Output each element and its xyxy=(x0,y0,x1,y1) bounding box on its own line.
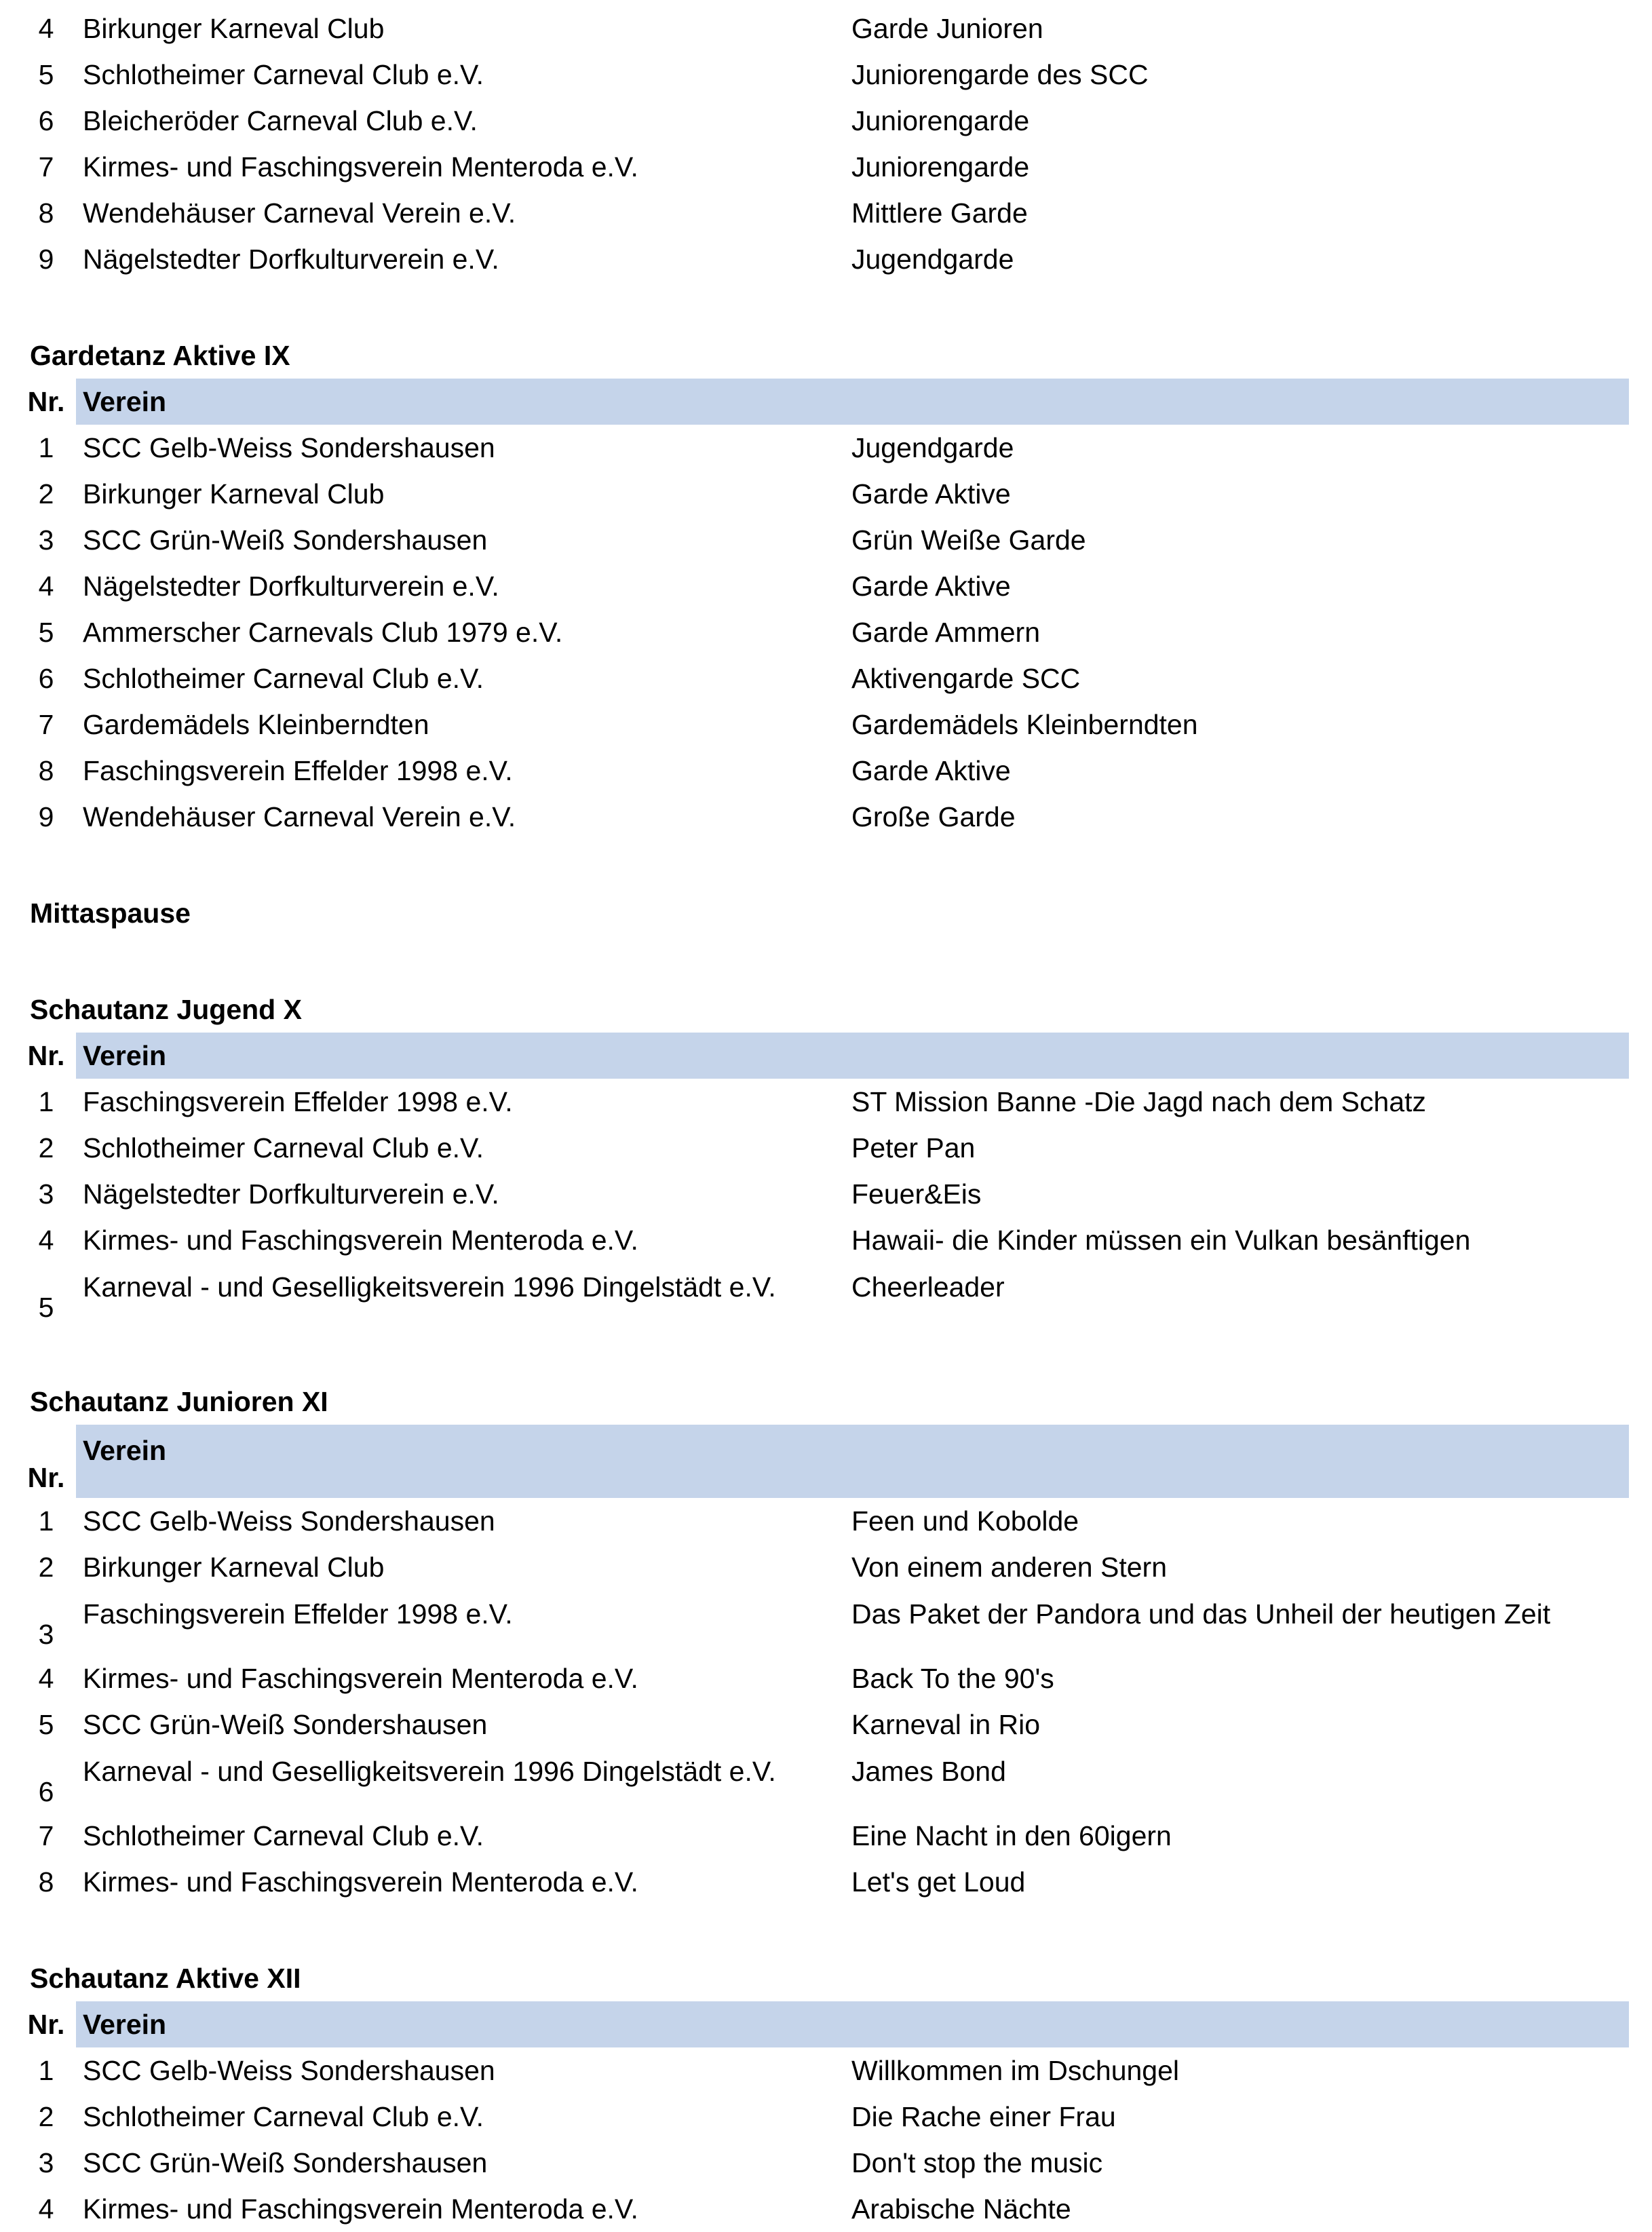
table-row xyxy=(23,1701,1629,1748)
row-number: 2 xyxy=(38,1552,54,1583)
row-verein: Nägelstedter Dorfkulturverein e.V. xyxy=(83,1178,499,1210)
row-titel: Mittlere Garde xyxy=(851,197,1028,229)
column-header-titel xyxy=(845,2001,1629,2047)
spacer-cell xyxy=(23,1905,1629,1931)
row-verein: Birkunger Karneval Club xyxy=(83,1552,385,1583)
row-verein: SCC Gelb-Weiss Sondershausen xyxy=(83,2055,495,2086)
row-verein: SCC Grün-Weiß Sondershausen xyxy=(83,524,488,556)
table-header-row xyxy=(23,2001,1629,2047)
row-verein: Kirmes- und Faschingsverein Menteroda e.V. xyxy=(83,2193,638,2225)
table-header-row xyxy=(23,1425,1629,1498)
row-titel: Hawaii- die Kinder müssen ein Vulkan besänftigen xyxy=(851,1225,1471,1256)
column-header-verein: Verein xyxy=(76,1425,845,1498)
table-row xyxy=(23,236,1629,282)
row-titel: Don't stop the music xyxy=(851,2147,1103,2178)
row-number: 3 xyxy=(38,524,54,556)
table-row xyxy=(23,1498,1629,1544)
row-verein: Birkunger Karneval Club xyxy=(83,13,385,44)
row-titel: Garde Junioren xyxy=(851,13,1043,44)
table-row xyxy=(23,1655,1629,1701)
section-title: Schautanz Aktive XII xyxy=(30,1963,301,1994)
row-number: 7 xyxy=(38,709,54,740)
row-verein: Kirmes- und Faschingsverein Menteroda e.V. xyxy=(83,151,638,182)
row-titel: Peter Pan xyxy=(851,1132,976,1163)
spacer-cell xyxy=(23,1328,1629,1354)
row-number: 5 xyxy=(38,1709,54,1740)
row-number: 8 xyxy=(38,1866,54,1898)
row-titel: Let's get Loud xyxy=(851,1866,1026,1898)
spacer-cell xyxy=(23,282,1629,308)
row-number: 5 xyxy=(38,617,54,648)
row-verein: SCC Gelb-Weiss Sondershausen xyxy=(83,432,495,463)
row-verein: Nägelstedter Dorfkulturverein e.V. xyxy=(83,244,499,275)
row-titel: Juniorengarde des SCC xyxy=(851,59,1149,90)
row-titel: Garde Aktive xyxy=(851,571,1011,602)
column-header-verein: Verein xyxy=(76,379,845,425)
row-number: 1 xyxy=(38,432,54,463)
section-title: Gardetanz Aktive IX xyxy=(30,340,290,371)
document-body xyxy=(0,5,1652,2232)
row-titel: Juniorengarde xyxy=(851,105,1030,136)
row-titel: Jugendgarde xyxy=(851,432,1014,463)
row-verein: Wendehäuser Carneval Verein e.V. xyxy=(83,197,516,229)
row-number: 6 xyxy=(38,1776,54,1807)
section-title-row xyxy=(23,1354,1629,1425)
spacer-cell xyxy=(23,936,1629,962)
spacer-row xyxy=(23,282,1629,308)
row-number: 8 xyxy=(38,755,54,786)
section-title: Schautanz Jugend X xyxy=(30,994,302,1025)
row-titel: Juniorengarde xyxy=(851,151,1030,182)
row-verein: SCC Grün-Weiß Sondershausen xyxy=(83,2147,488,2178)
row-number: 9 xyxy=(38,801,54,832)
table-row xyxy=(23,517,1629,563)
row-titel: Willkommen im Dschungel xyxy=(851,2055,1180,2086)
program-listing-table xyxy=(23,5,1629,2232)
row-verein: Schlotheimer Carneval Club e.V. xyxy=(83,1820,484,1851)
column-header-nr: Nr. xyxy=(23,1425,76,1498)
section-title-row xyxy=(23,962,1629,1033)
row-verein: Nägelstedter Dorfkulturverein e.V. xyxy=(83,571,499,602)
spacer-cell xyxy=(23,840,1629,866)
column-header-titel xyxy=(845,1425,1629,1498)
row-number: 3 xyxy=(38,2147,54,2178)
table-row xyxy=(23,1125,1629,1171)
row-number: 4 xyxy=(38,571,54,602)
row-titel: Von einem anderen Stern xyxy=(851,1552,1167,1583)
spacer-row xyxy=(23,1905,1629,1931)
row-number: 2 xyxy=(38,478,54,509)
row-number: 4 xyxy=(38,1225,54,1256)
row-number: 7 xyxy=(38,151,54,182)
row-verein: Schlotheimer Carneval Club e.V. xyxy=(83,2101,484,2132)
section-title: Mittaspause xyxy=(30,898,191,929)
table-row xyxy=(23,794,1629,840)
table-row xyxy=(23,190,1629,236)
table-row xyxy=(23,1263,1629,1328)
row-verein: Birkunger Karneval Club xyxy=(83,478,385,509)
row-titel: Aktivengarde SCC xyxy=(851,663,1081,694)
spacer-row xyxy=(23,936,1629,962)
spacer-row xyxy=(23,1328,1629,1354)
table-row xyxy=(23,1171,1629,1217)
row-number: 4 xyxy=(38,1663,54,1694)
row-verein: Bleicheröder Carneval Club e.V. xyxy=(83,105,478,136)
row-verein: Karneval - und Geselligkeitsverein 1996 Dingelstädt e.V. xyxy=(83,1756,776,1787)
column-header-verein: Verein xyxy=(76,1033,845,1079)
row-number: 5 xyxy=(38,59,54,90)
row-titel: Jugendgarde xyxy=(851,244,1014,275)
table-row xyxy=(23,52,1629,98)
table-row xyxy=(23,1590,1629,1655)
row-titel: James Bond xyxy=(851,1756,1006,1787)
row-titel: ST Mission Banne -Die Jagd nach dem Schatz xyxy=(851,1086,1427,1117)
table-row xyxy=(23,2094,1629,2140)
spacer-row xyxy=(23,840,1629,866)
row-verein: Kirmes- und Faschingsverein Menteroda e.V. xyxy=(83,1866,638,1898)
row-number: 4 xyxy=(38,13,54,44)
section-title: Schautanz Junioren XI xyxy=(30,1386,328,1417)
column-header-verein: Verein xyxy=(76,2001,845,2047)
row-titel: Garde Aktive xyxy=(851,478,1011,509)
row-titel: Garde Ammern xyxy=(851,617,1040,648)
section-title-row xyxy=(23,866,1629,936)
row-number: 1 xyxy=(38,1505,54,1537)
table-row xyxy=(23,1544,1629,1590)
row-titel: Eine Nacht in den 60igern xyxy=(851,1820,1172,1851)
row-number: 2 xyxy=(38,2101,54,2132)
row-titel: Feuer&Eis xyxy=(851,1178,982,1210)
row-titel: Garde Aktive xyxy=(851,755,1011,786)
row-number: 7 xyxy=(38,1820,54,1851)
table-row xyxy=(23,1748,1629,1813)
row-verein: Gardemädels Kleinberndten xyxy=(83,709,429,740)
table-header-row xyxy=(23,1033,1629,1079)
row-titel: Karneval in Rio xyxy=(851,1709,1041,1740)
table-row xyxy=(23,144,1629,190)
row-verein: Karneval - und Geselligkeitsverein 1996 Dingelstädt e.V. xyxy=(83,1271,776,1303)
row-verein: SCC Grün-Weiß Sondershausen xyxy=(83,1709,488,1740)
row-verein: Faschingsverein Effelder 1998 e.V. xyxy=(83,1598,513,1630)
row-titel: Cheerleader xyxy=(851,1271,1005,1303)
row-number: 4 xyxy=(38,2193,54,2225)
row-titel: Das Paket der Pandora und das Unheil der heutigen Zeit xyxy=(851,1598,1551,1630)
column-header-nr: Nr. xyxy=(23,2001,76,2047)
table-row xyxy=(23,1813,1629,1859)
row-verein: Faschingsverein Effelder 1998 e.V. xyxy=(83,1086,513,1117)
row-number: 2 xyxy=(38,1132,54,1163)
table-row xyxy=(23,98,1629,144)
row-verein: SCC Gelb-Weiss Sondershausen xyxy=(83,1505,495,1537)
section-title-row xyxy=(23,1931,1629,2001)
row-number: 1 xyxy=(38,2055,54,2086)
row-number: 3 xyxy=(38,1619,54,1650)
row-verein: Ammerscher Carnevals Club 1979 e.V. xyxy=(83,617,563,648)
table-row xyxy=(23,1217,1629,1263)
row-verein: Schlotheimer Carneval Club e.V. xyxy=(83,1132,484,1163)
table-row xyxy=(23,655,1629,701)
table-row xyxy=(23,425,1629,471)
row-number: 5 xyxy=(38,1292,54,1323)
table-row xyxy=(23,1079,1629,1125)
row-verein: Wendehäuser Carneval Verein e.V. xyxy=(83,801,516,832)
row-verein: Kirmes- und Faschingsverein Menteroda e.V. xyxy=(83,1225,638,1256)
row-number: 9 xyxy=(38,244,54,275)
row-titel: Feen und Kobolde xyxy=(851,1505,1079,1537)
table-row xyxy=(23,609,1629,655)
row-verein: Faschingsverein Effelder 1998 e.V. xyxy=(83,755,513,786)
table-row xyxy=(23,2186,1629,2232)
table-row xyxy=(23,748,1629,794)
table-row xyxy=(23,563,1629,609)
table-row xyxy=(23,1859,1629,1905)
column-header-titel xyxy=(845,379,1629,425)
row-verein: Kirmes- und Faschingsverein Menteroda e.V. xyxy=(83,1663,638,1694)
row-number: 6 xyxy=(38,105,54,136)
column-header-nr: Nr. xyxy=(23,379,76,425)
table-header-row xyxy=(23,379,1629,425)
row-number: 3 xyxy=(38,1178,54,1210)
row-number: 6 xyxy=(38,663,54,694)
row-titel: Arabische Nächte xyxy=(851,2193,1071,2225)
table-row xyxy=(23,2140,1629,2186)
column-header-titel xyxy=(845,1033,1629,1079)
row-number: 1 xyxy=(38,1086,54,1117)
row-titel: Große Garde xyxy=(851,801,1016,832)
row-verein: Schlotheimer Carneval Club e.V. xyxy=(83,59,484,90)
row-titel: Grün Weiße Garde xyxy=(851,524,1086,556)
table-row xyxy=(23,2047,1629,2094)
row-titel: Back To the 90's xyxy=(851,1663,1054,1694)
row-titel: Gardemädels Kleinberndten xyxy=(851,709,1198,740)
column-header-nr: Nr. xyxy=(23,1033,76,1079)
table-row xyxy=(23,471,1629,517)
row-verein: Schlotheimer Carneval Club e.V. xyxy=(83,663,484,694)
row-titel: Die Rache einer Frau xyxy=(851,2101,1116,2132)
table-row xyxy=(23,5,1629,52)
table-row xyxy=(23,701,1629,748)
section-title-row xyxy=(23,308,1629,379)
row-number: 8 xyxy=(38,197,54,229)
